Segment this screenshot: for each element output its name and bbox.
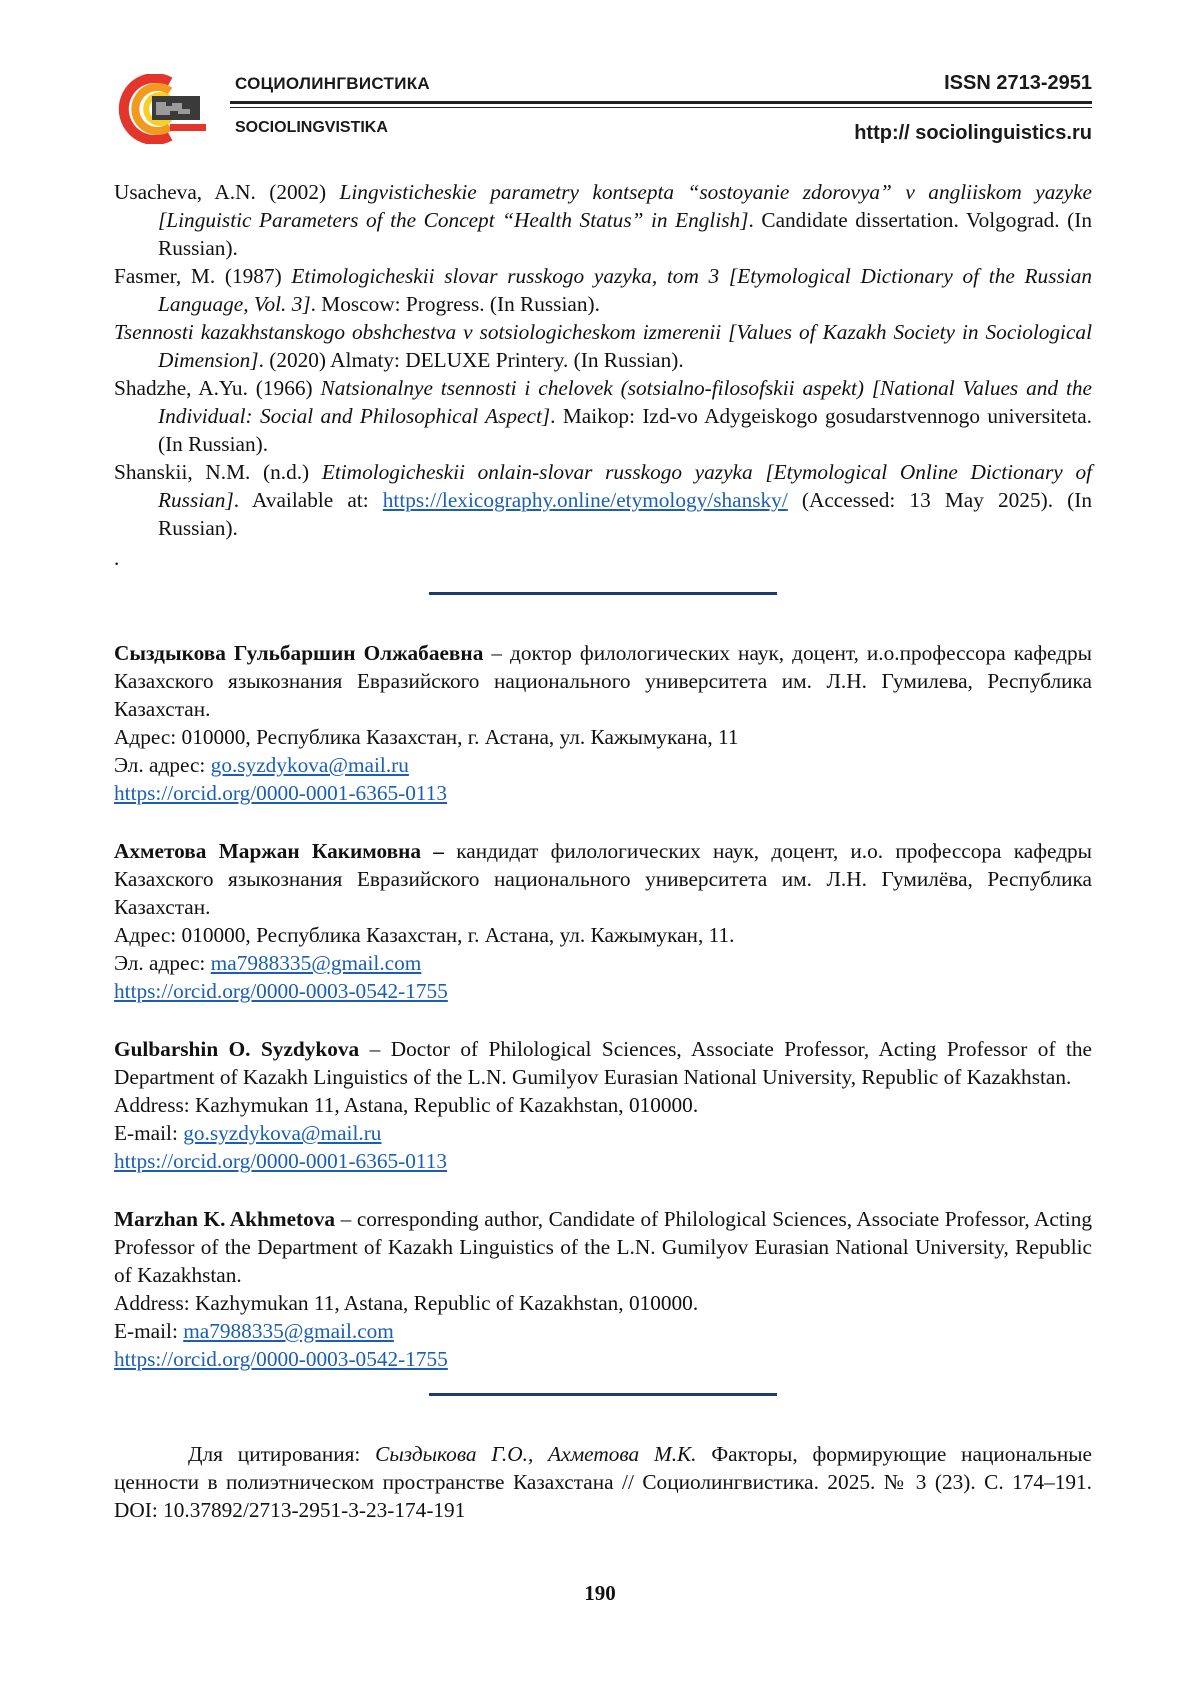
email-link[interactable]: ma7988335@gmail.com xyxy=(210,951,422,975)
email-link[interactable]: ma7988335@gmail.com xyxy=(183,1319,394,1343)
orcid-link[interactable]: https://orcid.org/0000-0001-6365-0113 xyxy=(114,1149,448,1173)
author-address: Address: Kazhymukan 11, Astana, Republic of Kazakhstan, 010000. xyxy=(114,1093,699,1117)
ref-suffix: . Moscow: Progress. (In Russian). xyxy=(310,292,600,316)
ref-title: Lingvisticheskie parametry kontsepta “sostoyanie zdorovya” v angliiskom yazyke [Linguistic Parameters of the Concept “Health Status” in English] xyxy=(158,180,1092,232)
journal-name-en: SOCIOLINGVISTIKA xyxy=(235,119,388,136)
email-label: Эл. адрес: xyxy=(114,951,211,975)
ref-suffix: . Candidate dissertation. Volgograd. (In Russian). xyxy=(158,208,1092,260)
author-desc: – Doctor of Philological Sciences, Associate Professor, Acting Professor of the Department of Kazakh Linguistics of the L.N. Gumilyov Eurasian National University, Republic of Kazakhstan. xyxy=(114,1037,1093,1089)
author-email-line xyxy=(114,949,1092,977)
reference-item xyxy=(114,458,1092,542)
reference-list xyxy=(114,178,1092,542)
ref-link[interactable]: https://lexicography.online/etymology/shansky/ xyxy=(382,488,788,512)
ref-title: Tsennosti kazakhstanskogo obshchestva v sotsiologicheskom izmerenii [Values of Kazakh Society in Sociological Dimension] xyxy=(114,320,1092,372)
reference-item xyxy=(114,318,1092,374)
author-desc: – corresponding author, Candidate of Philological Sciences, Associate Professor, Acting Professor of the Department of Kazakh Linguistics of the L.N. Gumilyov Eurasian National University, Republic of Kazakhstan. xyxy=(114,1207,1092,1287)
ref-mid: . Available at: xyxy=(233,488,383,512)
author-bio xyxy=(114,837,1092,921)
author-desc: – доктор филологических наук, доцент, и.о.профессора кафедры Казахского языкознания Евразийского национального университета им. Л.Н. Гумилева, Республика Казахстан. xyxy=(114,641,1092,721)
author-email-line xyxy=(114,1317,1092,1345)
orcid-link[interactable]: https://orcid.org/0000-0003-0542-1755 xyxy=(114,979,448,1003)
author-address: Адрес: 010000, Республика Казахстан, г. Астана, ул. Кажымукана, 11 xyxy=(114,725,739,749)
author-block xyxy=(114,1205,1092,1373)
author-bio xyxy=(114,1205,1092,1289)
email-label: E-mail: xyxy=(114,1319,184,1343)
author-name: Ахметова Маржан Какимовна – xyxy=(114,839,444,863)
ref-title: Etimologicheskii onlain-slovar russkogo yazyka [Etymological Online Dictionary of Russian] xyxy=(158,460,1093,512)
header-rule-thin xyxy=(230,107,1092,108)
author-block xyxy=(114,639,1092,807)
citation xyxy=(114,1440,1092,1524)
citation-text: Факторы, формирующие национальные ценности в полиэтническом пространстве Казахстана // Социолингвистика. 2025. № 3 (23). С. 174–191. DOI: 10.37892/2713-2951-3-23-174-191 xyxy=(114,1442,1092,1522)
page-content xyxy=(114,178,1092,1524)
author-name: Gulbarshin O. Syzdykova xyxy=(114,1037,360,1061)
author-bio xyxy=(114,1035,1092,1091)
reference-item xyxy=(114,374,1092,458)
author-name: Marzhan K. Akhmetova xyxy=(114,1207,336,1231)
author-desc: кандидат филологических наук, доцент, и.о. профессора кафедры Казахского языкознания Евразийского национального университета им. Л.Н. Гумилёва, Республика Казахстан. xyxy=(114,839,1092,919)
ref-prefix: Shadzhe, A.Yu. (1966) xyxy=(114,376,321,400)
author-email-line xyxy=(114,1119,1092,1147)
journal-logo xyxy=(112,74,212,144)
ref-prefix: Fasmer, M. (1987) xyxy=(114,264,292,288)
reference-item xyxy=(114,178,1092,262)
ref-suffix: . (2020) Almaty: DELUXE Printery. (In Russian). xyxy=(258,348,684,372)
ref-suffix: . Maikop: Izd-vo Adygeiskogo gosudarstvennogo universiteta. (In Russian). xyxy=(158,404,1092,456)
page-number: 190 xyxy=(584,1581,616,1605)
citation-label: Для цитирования: xyxy=(188,1442,376,1466)
author-address: Address: Kazhymukan 11, Astana, Republic of Kazakhstan, 010000. xyxy=(114,1291,699,1315)
author-block xyxy=(114,837,1092,1005)
ref-prefix: Shanskii, N.M. (n.d.) xyxy=(114,460,322,484)
author-name: Сыздыкова Гульбаршин Олжабаевна xyxy=(114,641,484,665)
email-link[interactable]: go.syzdykova@mail.ru xyxy=(183,1121,382,1145)
orcid-link[interactable]: https://orcid.org/0000-0003-0542-1755 xyxy=(114,1347,448,1371)
email-label: E-mail: xyxy=(114,1121,184,1145)
author-bio xyxy=(114,639,1092,723)
issn: ISSN 2713-2951 xyxy=(944,72,1092,94)
author-orcid-line xyxy=(114,779,1092,807)
journal-url: http:// sociolinguistics.ru xyxy=(854,122,1092,144)
stray-dot: . xyxy=(114,546,120,570)
author-address: Адрес: 010000, Республика Казахстан, г. Астана, ул. Кажымукан, 11. xyxy=(114,923,735,947)
journal-name-ru: СОЦИОЛИНГВИСТИКА xyxy=(235,74,430,93)
ref-suffix: (Accessed: 13 May 2025). (In Russian). xyxy=(158,488,1092,540)
author-orcid-line xyxy=(114,1345,1092,1373)
author-block xyxy=(114,1035,1092,1175)
header-rule-thick xyxy=(230,101,1092,104)
email-label: Эл. адрес: xyxy=(114,753,211,777)
ref-prefix: Usacheva, A.N. (2002) xyxy=(114,180,340,204)
author-email-line xyxy=(114,751,1092,779)
ref-title: Natsionalnye tsennosti i chelovek (sotsialno-filosofskii aspekt) [National Values and the Individual: Social and Philosophical Aspect] xyxy=(158,376,1092,428)
author-orcid-line xyxy=(114,977,1092,1005)
ref-title: Etimologicheskii slovar russkogo yazyka, tom 3 [Etymological Dictionary of the Russian Language, Vol. 3] xyxy=(158,264,1092,316)
reference-item xyxy=(114,262,1092,318)
orcid-link[interactable]: https://orcid.org/0000-0001-6365-0113 xyxy=(114,781,448,805)
email-link[interactable]: go.syzdykova@mail.ru xyxy=(210,753,409,777)
page-header xyxy=(112,68,1092,148)
citation-authors: Сыздыкова Г.О., Ахметова М.К. xyxy=(375,1442,697,1466)
author-orcid-line xyxy=(114,1147,1092,1175)
